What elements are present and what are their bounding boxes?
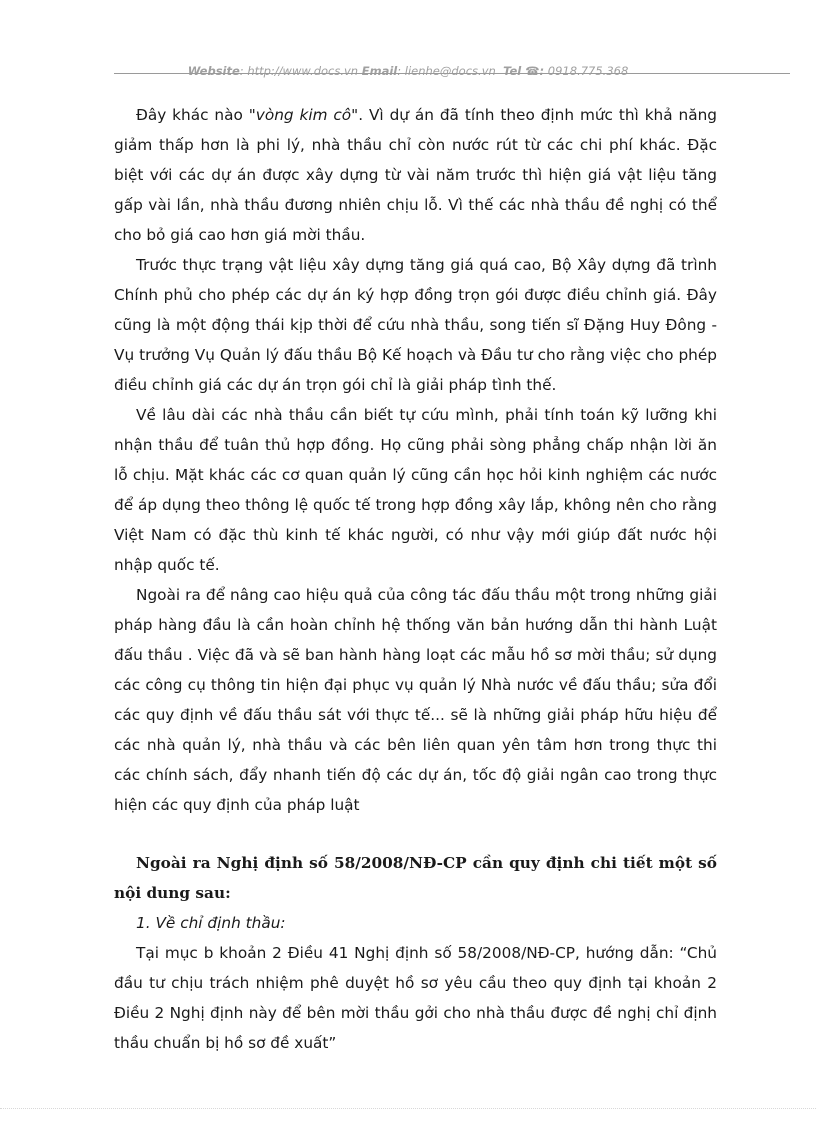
- tel-value: 0918.775.368: [547, 64, 629, 78]
- paragraph-4: Ngoài ra để nâng cao hiệu quả của công tác đấu thầu một trong những giải pháp hàng đầu là cần hoàn chỉnh hệ thống văn bản hướng dẫn thi hành Luật đấu thầu . Việc đã và sẽ ban hành hàng loạt các mẫu hồ sơ mời thầu; sử dụng các công cụ thông tin hiện đại phục vụ quản lý Nhà nước về đấu thầu; sửa đổi các quy định về đấu thầu sát với thực tế... sẽ là những giải pháp hữu hiệu để các nhà quản lý, nhà thầu và các bên liên quan yên tâm hơn trong thực thi các chính sách, đẩy nhanh tiến độ các dự án, tốc độ giải ngân cao trong thực hiện các quy định của pháp luật: [114, 586, 717, 814]
- email-label: Email: [361, 64, 398, 78]
- document-body: [114, 100, 717, 1058]
- tel-label: Tel ☎:: [503, 64, 545, 78]
- page-header: [0, 48, 816, 78]
- subsection-heading: 1. Về chỉ định thầu:: [136, 914, 286, 932]
- paragraph-5: Tại mục b khoản 2 Điều 41 Nghị định số 58/2008/NĐ-CP, hướng dẫn: “Chủ đầu tư chịu trách nhiệm phê duyệt hồ sơ yêu cầu theo quy định tại khoản 2 Điều 2 Nghị định này để bên mời thầu gởi cho nhà thầu được đề nghị chỉ định thầu chuẩn bị hồ sơ đề xuất”: [114, 944, 717, 1052]
- header-divider: [114, 73, 790, 74]
- paragraph-1: Đây khác nào "vòng kim cô". Vì dự án đã tính theo định mức thì khả năng giảm thấp hơn là phi lý, nhà thầu chỉ còn nước rút từ các chi phí khác. Đặc biệt với các dự án được xây dựng từ vài năm trước thì hiện giá vật liệu tăng gấp vài lần, nhà thầu đương nhiên chịu lỗ. Vì thế các nhà thầu đề nghị có thể cho bỏ giá cao hơn giá mời thầu.: [114, 106, 717, 244]
- spacer: [114, 820, 717, 848]
- italic-phrase: vòng kim cô: [255, 106, 352, 124]
- paragraph-2: Trước thực trạng vật liệu xây dựng tăng giá quá cao, Bộ Xây dựng đã trình Chính phủ cho phép các dự án ký hợp đồng trọn gói được điều chỉnh giá. Đây cũng là một động thái kịp thời để cứu nhà thầu, song tiến sĩ Đặng Huy Đông - Vụ trưởng Vụ Quản lý đấu thầu Bộ Kế hoạch và Đầu tư cho rằng việc cho phép điều chỉnh giá các dự án trọn gói chỉ là giải pháp tình thế.: [114, 256, 717, 394]
- header-contact-line: [0, 64, 816, 78]
- paragraph-3: Về lâu dài các nhà thầu cần biết tự cứu mình, phải tính toán kỹ lưỡng khi nhận thầu để tuân thủ hợp đồng. Họ cũng phải sòng phẳng chấp nhận lời ăn lỗ chịu. Mặt khác các cơ quan quản lý cũng cần học hỏi kinh nghiệm các nước để áp dụng theo thông lệ quốc tế trong hợp đồng xây lắp, không nên cho rằng Việt Nam có đặc thù kinh tế khác người, có như vậy mới giúp đất nước hội nhập quốc tế.: [114, 406, 717, 574]
- section-heading: Ngoài ra Nghị định số 58/2008/NĐ-CP cần quy định chi tiết một số nội dung sau:: [114, 854, 717, 902]
- website-label: Website: [187, 64, 240, 78]
- footer-dotted-rule: [0, 1108, 816, 1109]
- website-url[interactable]: : http://www.docs.vn: [239, 64, 359, 78]
- email-value[interactable]: : lienhe@docs.vn: [397, 64, 496, 78]
